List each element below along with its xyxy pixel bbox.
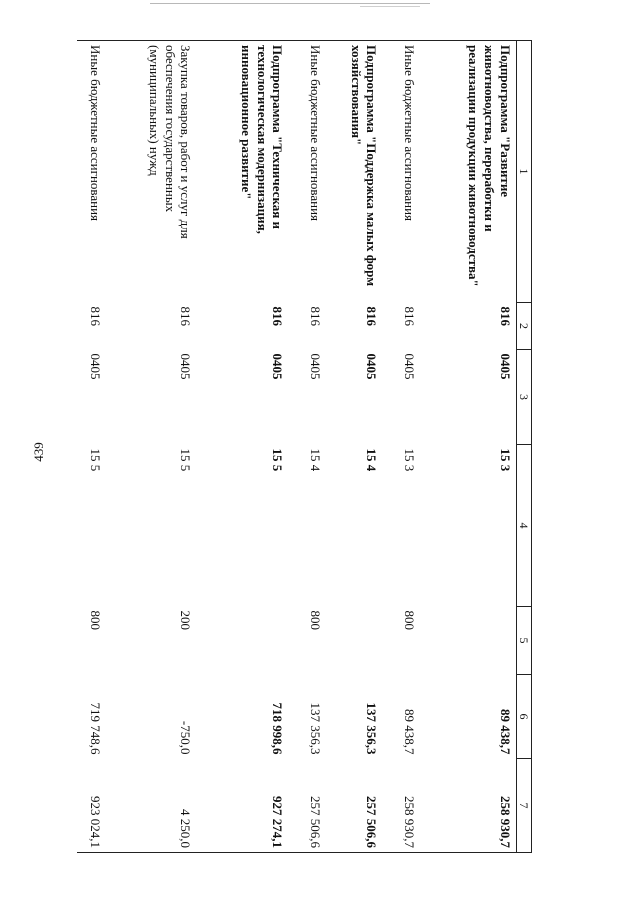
- target-article-code: 15 3: [402, 448, 418, 472]
- target-article-code: 15 3: [497, 448, 513, 472]
- column-header: 6: [516, 675, 531, 759]
- section-code: 0405: [308, 353, 324, 380]
- page-number: 439: [31, 442, 46, 462]
- target-article-code: 15 4: [308, 448, 324, 472]
- amount-col7: 4 250,0: [105, 759, 195, 853]
- row-name: Подпрограмма "Развитие животноводства, переработки и реализации продукции животноводства": [419, 41, 516, 303]
- amount-col6: 137 356,3: [308, 702, 324, 755]
- amount-col6: 89 438,7: [402, 709, 418, 755]
- ministry-code: 816: [88, 306, 104, 326]
- row-name: Иные бюджетные ассигнования: [381, 41, 419, 303]
- ministry-code: 816: [308, 306, 324, 326]
- ministry-code: 816: [364, 306, 380, 326]
- row-name: Подпрограмма "Техническая и технологическая модернизация, инновационное развитие": [195, 41, 287, 303]
- amount-col7: 258 930,7: [419, 759, 516, 853]
- scan-artifact-line: [360, 6, 420, 7]
- column-number-row: [516, 41, 531, 853]
- expense-type-code: [195, 607, 287, 675]
- amount-col6: 89 438,7: [497, 709, 513, 755]
- section-code: 0405: [88, 353, 104, 380]
- row-name: Иные бюджетные ассигнования: [287, 41, 325, 303]
- column-header: 7: [516, 759, 531, 853]
- target-article-code: 15 5: [178, 448, 194, 472]
- section-code: 0405: [402, 353, 418, 380]
- ministry-code: 816: [270, 306, 286, 326]
- column-header: 3: [516, 350, 531, 445]
- section-code: 0405: [497, 353, 513, 380]
- table-row: [77, 41, 105, 853]
- amount-col6: 718 998,6: [270, 702, 286, 755]
- amount-col6: -750,0: [178, 720, 194, 755]
- expense-type-code: 800: [88, 610, 104, 630]
- table-row: [195, 41, 287, 853]
- section-code: 0405: [178, 353, 194, 380]
- row-name: Закупка товаров, работ и услуг для обеспечения государственных (муниципальных) нужд: [105, 41, 195, 303]
- expense-type-code: [419, 607, 516, 675]
- table-row: [381, 41, 419, 853]
- column-header: 5: [516, 607, 531, 675]
- scan-artifact-line: [150, 3, 430, 4]
- ministry-code: 816: [402, 306, 418, 326]
- budget-table: [77, 40, 532, 853]
- column-header: 2: [516, 303, 531, 350]
- ministry-code: 816: [178, 306, 194, 326]
- target-article-code: 15 5: [88, 448, 104, 472]
- amount-col7: 257 506,6: [325, 759, 381, 853]
- amount-col7: 258 930,7: [381, 759, 419, 853]
- ministry-code: 816: [497, 306, 513, 326]
- table-row: [105, 41, 195, 853]
- amount-col7: 923 024,1: [77, 759, 105, 853]
- expense-type-code: 800: [402, 610, 418, 630]
- section-code: 0405: [364, 353, 380, 380]
- expense-type-code: 200: [178, 610, 194, 630]
- amount-col7: 257 506,6: [287, 759, 325, 853]
- amount-col6: 719 748,6: [88, 702, 104, 755]
- target-article-code: 15 5: [270, 448, 286, 472]
- target-article-code: 15 4: [364, 448, 380, 472]
- table-row: [419, 41, 516, 853]
- expense-type-code: 800: [308, 610, 324, 630]
- column-header: 4: [516, 445, 531, 607]
- expense-type-code: [325, 607, 381, 675]
- row-name: Подпрограмма "Поддержка малых форм хозяйствования": [325, 41, 381, 303]
- section-code: 0405: [270, 353, 286, 380]
- amount-col6: 137 356,3: [364, 702, 380, 755]
- amount-col7: 927 274,1: [195, 759, 287, 853]
- table-row: [287, 41, 325, 853]
- column-header: 1: [516, 41, 531, 303]
- table-row: [325, 41, 381, 853]
- row-name: Иные бюджетные ассигнования: [77, 41, 105, 303]
